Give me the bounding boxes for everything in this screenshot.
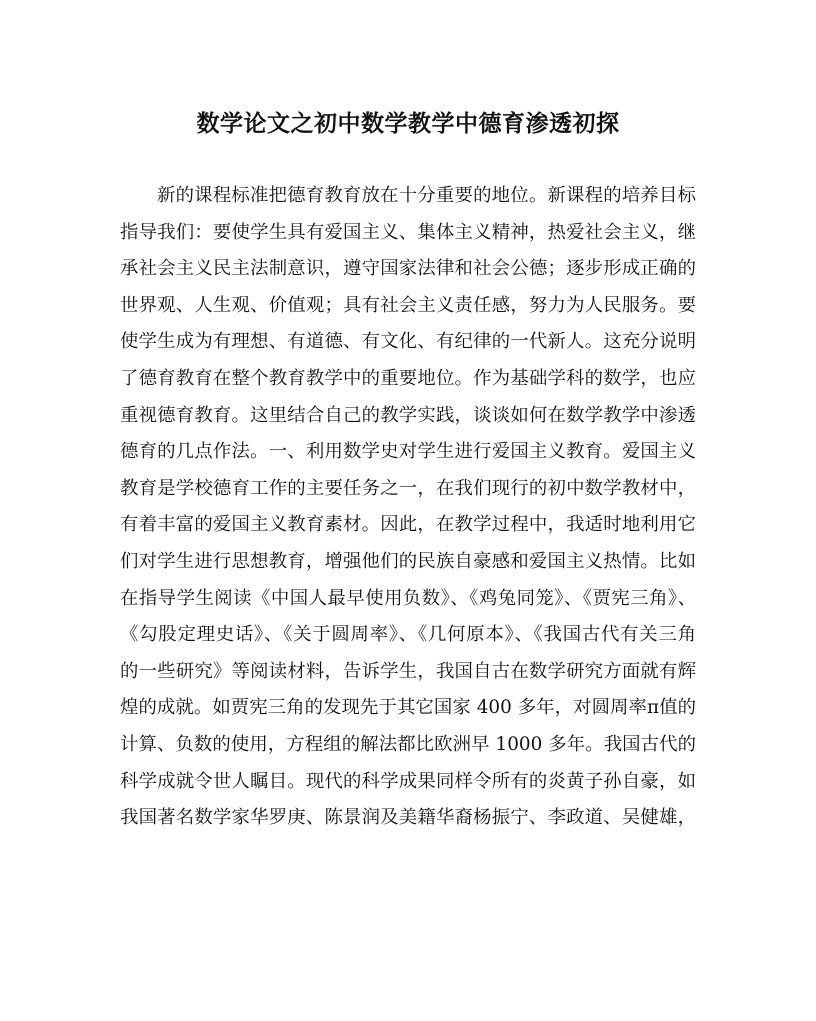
- body-line: 承社会主义民主法制意识，遵守国家法律和社会公德；逐步形成正确的: [120, 258, 696, 280]
- body-line: 德育的几点作法。一、利用数学史对学生进行爱国主义教育。爱国主义: [120, 441, 696, 463]
- body-line: 使学生成为有理想、有道德、有文化、有纪律的一代新人。这充分说明: [120, 331, 696, 353]
- document-title: 数学论文之初中数学教学中德育渗透初探: [196, 110, 620, 137]
- body-line: 教育是学校德育工作的主要任务之一，在我们现行的初中数学教材中，: [120, 477, 696, 499]
- body-line: 了德育教育在整个教育教学中的重要地位。作为基础学科的数学，也应: [120, 367, 696, 389]
- body-line: 《勾股定理史话》、《关于圆周率》、《几何原本》、《我国古代有关三角: [120, 624, 696, 646]
- body-line: 指导我们：要使学生具有爱国主义、集体主义精神，热爱社会主义，继: [120, 221, 696, 243]
- body-line: 在指导学生阅读《中国人最早使用负数》、《鸡兔同笼》、《贾宪三角》、: [120, 587, 696, 609]
- body-line: 计算、负数的使用，方程组的解法都比欧洲早 1000 多年。我国古代的: [120, 733, 696, 755]
- body-line: 有着丰富的爱国主义教育素材。因此，在教学过程中，我适时地利用它: [120, 514, 696, 536]
- body-line: 科学成就令世人瞩目。现代的科学成果同样令所有的炎黄子孙自豪，如: [120, 770, 696, 792]
- body-line: 们对学生进行思想教育，增强他们的民族自豪感和爱国主义热情。比如: [120, 550, 696, 572]
- body-line: 新的课程标准把德育教育放在十分重要的地位。新课程的培养目标: [157, 185, 696, 206]
- body-line: 的一些研究》等阅读材料，告诉学生，我国自古在数学研究方面就有辉: [120, 660, 696, 682]
- body-line: 世界观、人生观、价值观；具有社会主义责任感，努力为人民服务。要: [120, 294, 696, 316]
- document-body: [120, 178, 696, 837]
- body-line: 煌的成就。如贾宪三角的发现先于其它国家 400 多年，对圆周率π值的: [120, 697, 696, 719]
- body-line: 我国著名数学家华罗庚、陈景润及美籍华裔杨振宁、李政道、吴健雄，: [120, 807, 696, 829]
- body-line: 重视德育教育。这里结合自己的教学实践，谈谈如何在数学教学中渗透: [120, 404, 696, 426]
